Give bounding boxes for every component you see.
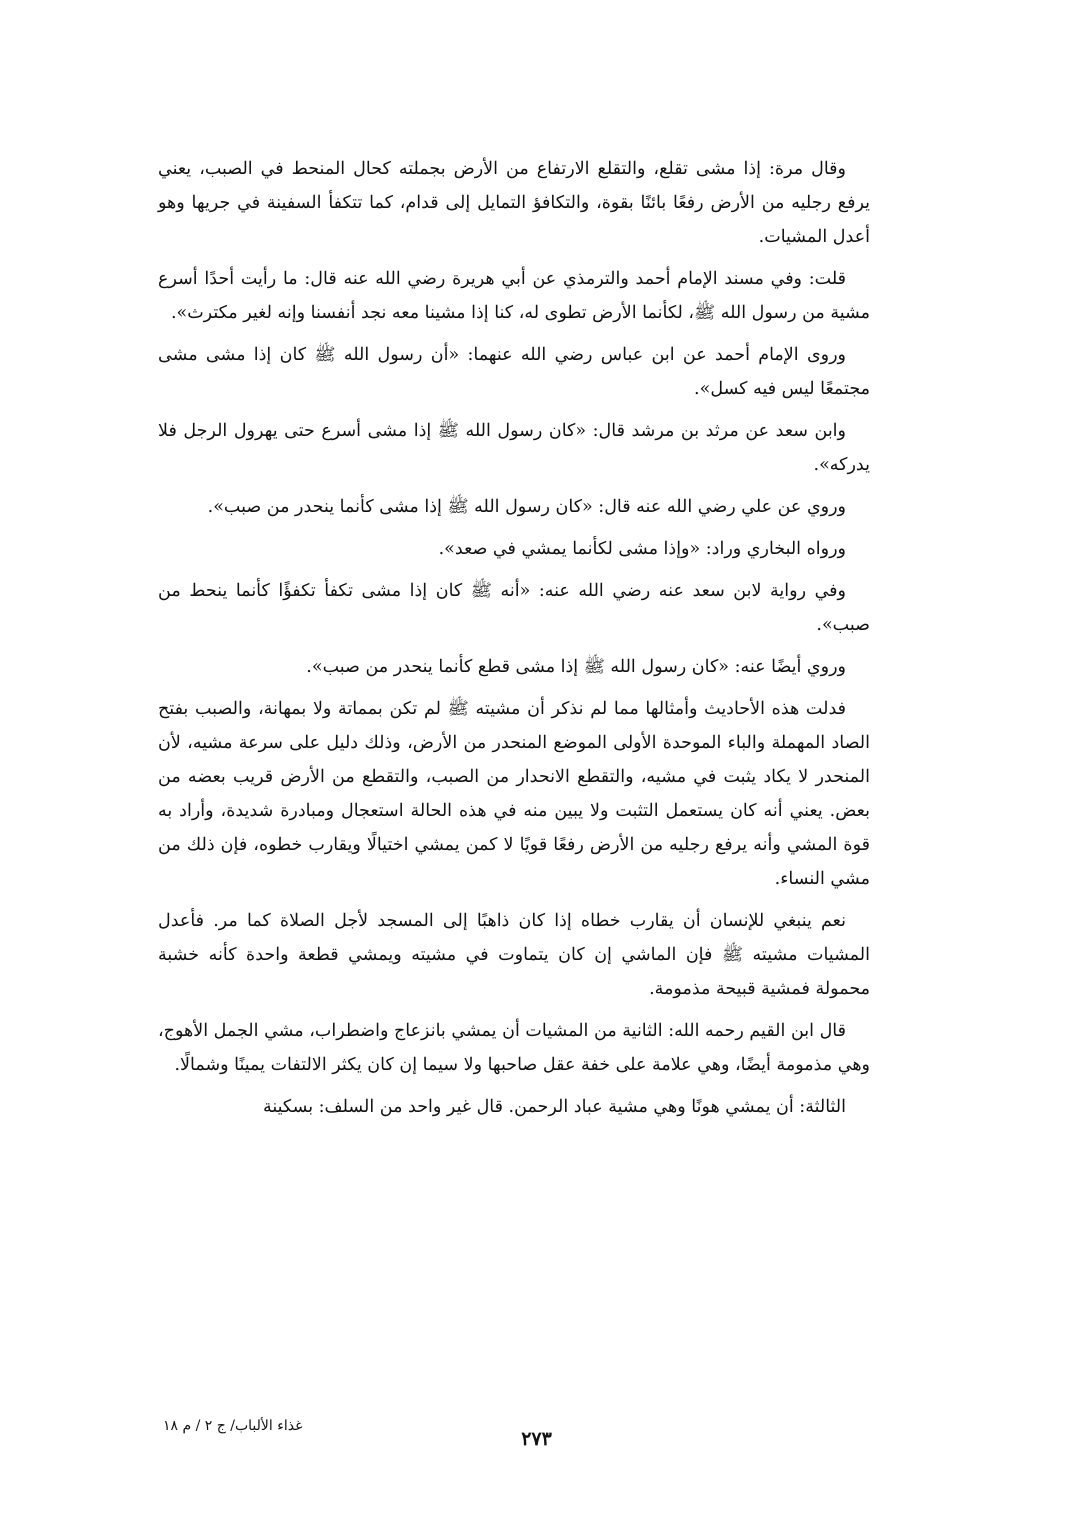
paragraph-gait-description: وقال مرة: إذا مشى تقلع، والتقلع الارتفاع من الأرض بجملته كحال المنحط في الصبب، يعني يرفع رجليه من الأرض رفعًا بائنًا بقوة، والتكافؤ التمايل إلى قدام، كما تتكفأ السفينة في جريها وهو أعدل المشيات. [158, 159, 870, 247]
paragraph-ali-hadith: وروي عن علي رضي الله عنه قال: «كان رسول الله ﷺ إذا مشى كأنما ينحدر من صبب». [207, 497, 846, 517]
paragraph-abu-hurayra-hadith: قلت: وفي مسند الإمام أحمد والترمذي عن أبي هريرة رضي الله عنه قال: ما رأيت أحدًا أسرع مشية من رسول الله ﷺ، لكأنما الأرض تطوى له، كنا إذا مشينا معه نجد أنفسنا وإنه لغير مكترث». [158, 269, 870, 323]
paragraph-bukhari-addition: ورواه البخاري وراد: «وإذا مشى لكأنما يمشي في صعد». [438, 539, 846, 559]
paragraph-ibn-abbas-hadith: وروى الإمام أحمد عن ابن عباس رضي الله عنهما: «أن رسول الله ﷺ كان إذا مشى مشى مجتمعًا ليس فيه كسل». [158, 345, 870, 399]
page-number: ٢٧٣ [521, 1428, 552, 1450]
paragraph-ibn-saad-hadith: وابن سعد عن مرثد بن مرشد قال: «كان رسول الله ﷺ إذا مشى أسرع حتى يهرول الرجل فلا يدركه». [158, 421, 870, 475]
footer-signature: غذاء الألباب/ ج ٢ / م ١٨ [163, 1418, 303, 1434]
paragraph-ibn-qayyim-second: قال ابن القيم رحمه الله: الثانية من المشيات أن يمشي بانزعاج واضطراب، مشي الجمل الأهوج، وهي مذمومة أيضًا، وهي علامة على خفة عقل صاحبها ولا سيما إن كان يكثر الالتفات يمينًا وشمالًا. [158, 1021, 870, 1075]
paragraph-commentary: فدلت هذه الأحاديث وأمثالها مما لم نذكر أن مشيته ﷺ لم تكن بمماتة ولا بمهانة، والصبب بفتح الصاد المهملة والباء الموحدة الأولى الموضع المنحدر من الأرض، وذلك دليل على سرعة مشيه، لأن المنحدر لا يكاد يثبت في مشيه، والتقطع الانحدار من الصبب، والتقطع من الأرض قريب بعضه من بعض. يعني أنه كان يستعمل التثبت ولا يبين منه في هذه الحالة استعجال ومبادرة شديدة، وأراد به قوة المشي وأنه يرفع رجليه من الأرض رفعًا قويًا لا كمن يمشي اختيالًا ويقارب خطوه، فإن ذلك من مشي النساء. [158, 699, 870, 889]
paragraph-walking-to-mosque: نعم ينبغي للإنسان أن يقارب خطاه إذا كان ذاهبًا إلى المسجد لأجل الصلاة كما مر. فأعدل المشيات مشيته ﷺ فإن الماشي إن كان يتماوت في مشيته ويمشي قطعة واحدة كأنه خشبة محمولة فمشية قبيحة مذمومة. [158, 911, 870, 999]
paragraph-another-narration: وروي أيضًا عنه: «كان رسول الله ﷺ إذا مشى قطع كأنما ينحدر من صبب». [306, 657, 846, 677]
page-body [158, 152, 870, 1132]
paragraph-third-gait: الثالثة: أن يمشي هونًا وهي مشية عباد الرحمن. قال غير واحد من السلف: بسكينة [262, 1097, 846, 1117]
paragraph-ibn-saad-narration: وفي رواية لابن سعد عنه رضي الله عنه: «أنه ﷺ كان إذا مشى تكفأ تكفؤًا كأنما ينحط من صبب». [158, 581, 870, 635]
